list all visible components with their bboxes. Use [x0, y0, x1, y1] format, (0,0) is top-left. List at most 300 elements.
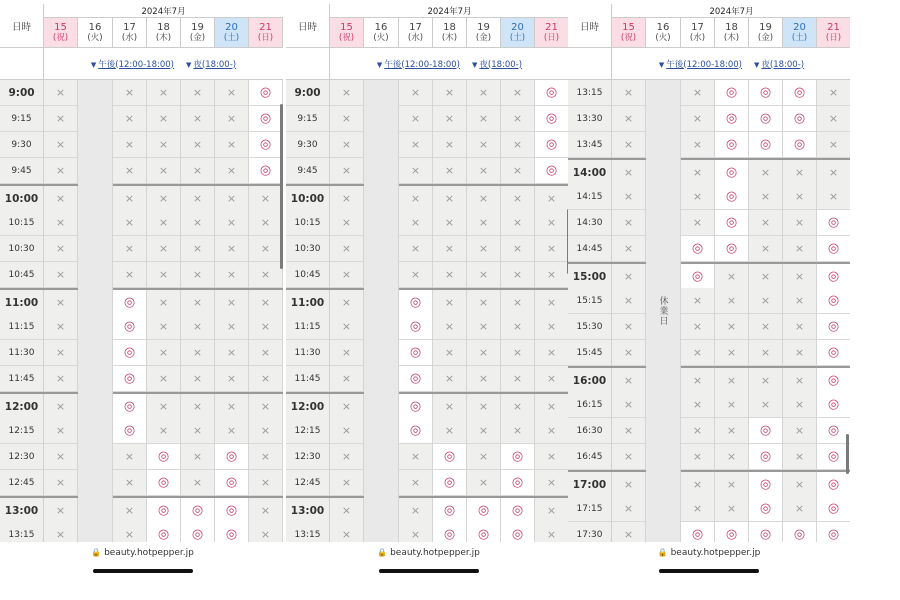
unavailable-slot-icon: ×: [330, 498, 364, 524]
unavailable-slot-icon: ×: [535, 340, 569, 366]
available-slot-icon[interactable]: ◎: [817, 236, 850, 262]
unavailable-slot-icon: ×: [181, 210, 215, 236]
time-label: 15:00: [568, 264, 612, 290]
time-row: [286, 366, 569, 392]
unavailable-slot-icon: ×: [783, 496, 817, 522]
unavailable-slot-icon: ×: [147, 394, 181, 420]
time-label: 12:30: [286, 444, 330, 470]
time-row: [286, 444, 569, 470]
day-weekday: (祝): [620, 32, 637, 43]
unavailable-slot-icon: ×: [113, 106, 147, 132]
time-label: 17:15: [568, 496, 612, 522]
unavailable-slot-icon: ×: [147, 340, 181, 366]
available-slot-icon[interactable]: ◎: [113, 340, 147, 366]
available-slot-icon[interactable]: ◎: [215, 498, 249, 524]
unavailable-slot-icon: ×: [467, 210, 501, 236]
unavailable-slot-icon: ×: [330, 340, 364, 366]
unavailable-slot-icon: ×: [467, 290, 501, 316]
available-slot-icon[interactable]: ◎: [399, 290, 433, 316]
day-number: 18: [157, 21, 170, 33]
unavailable-slot-icon: ×: [147, 290, 181, 316]
available-slot-icon[interactable]: ◎: [215, 470, 249, 496]
unavailable-slot-icon: ×: [399, 186, 433, 212]
unavailable-slot-icon: ×: [783, 368, 817, 394]
unavailable-slot-icon: ×: [612, 236, 646, 262]
unavailable-slot-icon: ×: [467, 262, 501, 288]
unavailable-slot-icon: ×: [215, 236, 249, 262]
unavailable-slot-icon: ×: [612, 210, 646, 236]
available-slot-icon[interactable]: ◎: [113, 290, 147, 316]
unavailable-slot-icon: ×: [181, 314, 215, 340]
unavailable-slot-icon: ×: [501, 290, 535, 316]
browser-footer: [0, 542, 285, 580]
afternoon-link-label[interactable]: 午後(12:00-18:00): [384, 59, 460, 70]
available-slot-icon[interactable]: ◎: [535, 106, 569, 132]
time-label: 17:00: [568, 472, 612, 498]
available-slot-icon[interactable]: ◎: [817, 368, 850, 394]
unavailable-slot-icon: ×: [44, 444, 78, 470]
night-link-label[interactable]: 夜(18:00-): [479, 59, 523, 70]
unavailable-slot-icon: ×: [783, 288, 817, 314]
day-header-18: [433, 18, 467, 48]
day-number: 19: [477, 21, 490, 33]
unavailable-slot-icon: ×: [330, 236, 364, 262]
available-slot-icon[interactable]: ◎: [817, 472, 850, 498]
unavailable-slot-icon: ×: [44, 210, 78, 236]
time-label: 9:00: [0, 80, 44, 106]
unavailable-slot-icon: ×: [535, 236, 569, 262]
time-row: [286, 262, 569, 288]
unavailable-slot-icon: ×: [681, 210, 715, 236]
available-slot-icon[interactable]: ◎: [817, 210, 850, 236]
night-link[interactable]: [754, 58, 804, 70]
available-slot-icon[interactable]: ◎: [399, 314, 433, 340]
day-weekday: (祝): [52, 32, 69, 43]
night-link-label[interactable]: 夜(18:00-): [193, 59, 237, 70]
available-slot-icon[interactable]: ◎: [715, 236, 749, 262]
available-slot-icon[interactable]: ◎: [501, 498, 535, 524]
unavailable-slot-icon: ×: [681, 496, 715, 522]
time-row: [0, 288, 283, 316]
available-slot-icon[interactable]: ◎: [147, 444, 181, 470]
available-slot-icon[interactable]: ◎: [749, 444, 783, 470]
available-slot-icon[interactable]: ◎: [749, 80, 783, 106]
available-slot-icon[interactable]: ◎: [715, 160, 749, 186]
available-slot-icon[interactable]: ◎: [399, 366, 433, 392]
time-label: 12:45: [0, 470, 44, 496]
unavailable-slot-icon: ×: [467, 366, 501, 392]
unavailable-slot-icon: ×: [330, 106, 364, 132]
unavailable-slot-icon: ×: [44, 290, 78, 316]
afternoon-link-label[interactable]: 午後(12:00-18:00): [98, 59, 174, 70]
unavailable-slot-icon: ×: [181, 394, 215, 420]
unavailable-slot-icon: ×: [249, 340, 283, 366]
available-slot-icon[interactable]: ◎: [147, 522, 181, 542]
available-slot-icon[interactable]: ◎: [783, 522, 817, 542]
unavailable-slot-icon: ×: [147, 132, 181, 158]
available-slot-icon[interactable]: ◎: [181, 498, 215, 524]
afternoon-link[interactable]: [659, 58, 742, 70]
available-slot-icon[interactable]: ◎: [249, 158, 283, 184]
unavailable-slot-icon: ×: [113, 158, 147, 184]
time-label: 13:30: [568, 106, 612, 132]
time-row: [0, 444, 283, 470]
unavailable-slot-icon: ×: [681, 132, 715, 158]
unavailable-slot-icon: ×: [681, 80, 715, 106]
available-slot-icon[interactable]: ◎: [399, 418, 433, 444]
day-number: 20: [793, 21, 806, 33]
day-header-21: [817, 18, 850, 48]
unavailable-slot-icon: ×: [44, 394, 78, 420]
available-slot-icon[interactable]: ◎: [715, 522, 749, 542]
time-label: 13:45: [568, 132, 612, 158]
time-row: [286, 184, 569, 212]
day-number: 16: [88, 21, 102, 33]
time-row: [568, 392, 850, 418]
unavailable-slot-icon: ×: [817, 106, 850, 132]
time-label: 11:00: [286, 290, 330, 316]
unavailable-slot-icon: ×: [783, 392, 817, 418]
url-bar[interactable]: [568, 548, 850, 558]
time-row: [0, 158, 283, 184]
day-number: 17: [409, 21, 422, 33]
unavailable-slot-icon: ×: [330, 522, 364, 542]
day-number: 17: [123, 21, 136, 33]
unavailable-slot-icon: ×: [501, 262, 535, 288]
home-indicator[interactable]: [659, 569, 759, 573]
unavailable-slot-icon: ×: [399, 106, 433, 132]
unavailable-slot-icon: ×: [612, 496, 646, 522]
time-row: [568, 132, 850, 158]
triangle-down-icon: ▼: [472, 60, 478, 69]
afternoon-link[interactable]: [91, 58, 174, 70]
unavailable-slot-icon: ×: [783, 472, 817, 498]
unavailable-slot-icon: ×: [399, 132, 433, 158]
unavailable-slot-icon: ×: [749, 160, 783, 186]
available-slot-icon[interactable]: ◎: [113, 418, 147, 444]
unavailable-slot-icon: ×: [181, 158, 215, 184]
unavailable-slot-icon: ×: [783, 264, 817, 290]
scrollbar[interactable]: [846, 434, 849, 474]
unavailable-slot-icon: ×: [817, 184, 850, 210]
time-row: [286, 288, 569, 316]
unavailable-slot-icon: ×: [501, 314, 535, 340]
unavailable-slot-icon: ×: [113, 522, 147, 542]
time-row: [568, 106, 850, 132]
unavailable-slot-icon: ×: [147, 262, 181, 288]
available-slot-icon[interactable]: ◎: [501, 522, 535, 542]
available-slot-icon[interactable]: ◎: [783, 106, 817, 132]
time-label: 14:45: [568, 236, 612, 262]
available-slot-icon[interactable]: ◎: [147, 498, 181, 524]
unavailable-slot-icon: ×: [215, 80, 249, 106]
available-slot-icon[interactable]: ◎: [817, 340, 850, 366]
available-slot-icon[interactable]: ◎: [433, 470, 467, 496]
unavailable-slot-icon: ×: [399, 236, 433, 262]
night-link[interactable]: [472, 58, 522, 70]
unavailable-slot-icon: ×: [249, 394, 283, 420]
available-slot-icon[interactable]: ◎: [817, 444, 850, 470]
unavailable-slot-icon: ×: [147, 366, 181, 392]
available-slot-icon[interactable]: ◎: [113, 314, 147, 340]
time-row: [0, 418, 283, 444]
home-indicator[interactable]: [93, 569, 193, 573]
time-row: [0, 340, 283, 366]
time-label: 13:15: [568, 80, 612, 106]
day-header-21: [535, 18, 569, 48]
time-row: [568, 158, 850, 186]
unavailable-slot-icon: ×: [715, 496, 749, 522]
available-slot-icon[interactable]: ◎: [181, 522, 215, 542]
available-slot-icon[interactable]: ◎: [535, 132, 569, 158]
time-label: 17:30: [568, 522, 612, 542]
available-slot-icon[interactable]: ◎: [501, 444, 535, 470]
time-label: 9:00: [286, 80, 330, 106]
available-slot-icon[interactable]: ◎: [749, 106, 783, 132]
time-label: 14:30: [568, 210, 612, 236]
unavailable-slot-icon: ×: [749, 288, 783, 314]
url-text: beauty.hotpepper.jp: [390, 548, 480, 558]
unavailable-slot-icon: ×: [330, 366, 364, 392]
url-bar[interactable]: [0, 548, 285, 558]
home-indicator[interactable]: [379, 569, 479, 573]
unavailable-slot-icon: ×: [433, 418, 467, 444]
month-label: 2024年7月: [330, 4, 569, 18]
day-header-20: [215, 18, 249, 48]
unavailable-slot-icon: ×: [612, 314, 646, 340]
unavailable-slot-icon: ×: [113, 132, 147, 158]
time-row: [286, 210, 569, 236]
unavailable-slot-icon: ×: [501, 366, 535, 392]
scrollbar[interactable]: [280, 104, 283, 269]
unavailable-slot-icon: ×: [612, 184, 646, 210]
header-blank: [286, 48, 330, 80]
available-slot-icon[interactable]: ◎: [433, 444, 467, 470]
unavailable-slot-icon: ×: [249, 314, 283, 340]
available-slot-icon[interactable]: ◎: [817, 264, 850, 290]
unavailable-slot-icon: ×: [215, 314, 249, 340]
time-row: [286, 418, 569, 444]
triangle-down-icon: ▼: [376, 60, 383, 69]
unavailable-slot-icon: ×: [181, 444, 215, 470]
unavailable-slot-icon: ×: [501, 158, 535, 184]
afternoon-link-label[interactable]: 午後(12:00-18:00): [666, 59, 742, 70]
unavailable-slot-icon: ×: [330, 394, 364, 420]
available-slot-icon[interactable]: ◎: [147, 470, 181, 496]
schedule-grid: [0, 80, 283, 542]
url-bar[interactable]: [286, 548, 571, 558]
time-label: 15:45: [568, 340, 612, 366]
unavailable-slot-icon: ×: [330, 314, 364, 340]
available-slot-icon[interactable]: ◎: [681, 236, 715, 262]
available-slot-icon[interactable]: ◎: [399, 340, 433, 366]
unavailable-slot-icon: ×: [147, 236, 181, 262]
unavailable-slot-icon: ×: [749, 264, 783, 290]
unavailable-slot-icon: ×: [612, 288, 646, 314]
day-number: 16: [374, 21, 388, 33]
time-label: 10:45: [0, 262, 44, 288]
closed-day-column: [646, 80, 681, 542]
time-row: [0, 262, 283, 288]
unavailable-slot-icon: ×: [215, 340, 249, 366]
day-number: 21: [259, 21, 272, 33]
unavailable-slot-icon: ×: [44, 498, 78, 524]
unavailable-slot-icon: ×: [467, 314, 501, 340]
available-slot-icon[interactable]: ◎: [749, 522, 783, 542]
unavailable-slot-icon: ×: [113, 210, 147, 236]
unavailable-slot-icon: ×: [215, 186, 249, 212]
unavailable-slot-icon: ×: [44, 418, 78, 444]
unavailable-slot-icon: ×: [749, 184, 783, 210]
time-label: 10:30: [0, 236, 44, 262]
schedule-grid: [568, 80, 850, 542]
time-label: 16:45: [568, 444, 612, 470]
time-label: 16:15: [568, 392, 612, 418]
unavailable-slot-icon: ×: [181, 80, 215, 106]
available-slot-icon[interactable]: ◎: [715, 80, 749, 106]
available-slot-icon[interactable]: ◎: [501, 470, 535, 496]
available-slot-icon[interactable]: ◎: [817, 418, 850, 444]
unavailable-slot-icon: ×: [215, 132, 249, 158]
available-slot-icon[interactable]: ◎: [817, 288, 850, 314]
night-link[interactable]: [186, 58, 236, 70]
available-slot-icon[interactable]: ◎: [113, 394, 147, 420]
day-header-21: [249, 18, 283, 48]
time-row: [0, 314, 283, 340]
unavailable-slot-icon: ×: [330, 470, 364, 496]
available-slot-icon[interactable]: ◎: [113, 366, 147, 392]
available-slot-icon[interactable]: ◎: [749, 472, 783, 498]
time-row: [0, 80, 283, 106]
unavailable-slot-icon: ×: [181, 236, 215, 262]
unavailable-slot-icon: ×: [783, 184, 817, 210]
unavailable-slot-icon: ×: [433, 262, 467, 288]
unavailable-slot-icon: ×: [249, 366, 283, 392]
day-header-19: [749, 18, 783, 48]
time-row: [568, 496, 850, 522]
available-slot-icon[interactable]: ◎: [783, 80, 817, 106]
time-filter-links: [44, 48, 283, 80]
available-slot-icon[interactable]: ◎: [215, 522, 249, 542]
day-weekday: (水): [121, 32, 138, 43]
available-slot-icon[interactable]: ◎: [783, 132, 817, 158]
day-weekday: (日): [825, 32, 842, 43]
unavailable-slot-icon: ×: [749, 340, 783, 366]
unavailable-slot-icon: ×: [535, 444, 569, 470]
available-slot-icon[interactable]: ◎: [715, 184, 749, 210]
unavailable-slot-icon: ×: [612, 444, 646, 470]
unavailable-slot-icon: ×: [535, 366, 569, 392]
unavailable-slot-icon: ×: [783, 160, 817, 186]
unavailable-slot-icon: ×: [249, 186, 283, 212]
available-slot-icon[interactable]: ◎: [249, 80, 283, 106]
unavailable-slot-icon: ×: [330, 418, 364, 444]
unavailable-slot-icon: ×: [147, 106, 181, 132]
day-weekday: (土): [791, 32, 808, 43]
unavailable-slot-icon: ×: [501, 236, 535, 262]
unavailable-slot-icon: ×: [501, 106, 535, 132]
time-row: [286, 158, 569, 184]
available-slot-icon[interactable]: ◎: [535, 80, 569, 106]
unavailable-slot-icon: ×: [181, 418, 215, 444]
unavailable-slot-icon: ×: [433, 80, 467, 106]
unavailable-slot-icon: ×: [681, 392, 715, 418]
unavailable-slot-icon: ×: [501, 80, 535, 106]
unavailable-slot-icon: ×: [44, 132, 78, 158]
time-row: [286, 80, 569, 106]
available-slot-icon[interactable]: ◎: [715, 210, 749, 236]
available-slot-icon[interactable]: ◎: [215, 444, 249, 470]
day-weekday: (金): [189, 32, 206, 43]
header-blank: [568, 48, 612, 80]
time-label: 10:00: [286, 186, 330, 212]
available-slot-icon[interactable]: ◎: [467, 522, 501, 542]
time-row: [286, 392, 569, 420]
available-slot-icon[interactable]: ◎: [749, 418, 783, 444]
unavailable-slot-icon: ×: [399, 80, 433, 106]
unavailable-slot-icon: ×: [501, 210, 535, 236]
available-slot-icon[interactable]: ◎: [249, 132, 283, 158]
available-slot-icon[interactable]: ◎: [817, 496, 850, 522]
unavailable-slot-icon: ×: [783, 340, 817, 366]
unavailable-slot-icon: ×: [399, 470, 433, 496]
unavailable-slot-icon: ×: [612, 132, 646, 158]
unavailable-slot-icon: ×: [181, 290, 215, 316]
unavailable-slot-icon: ×: [433, 210, 467, 236]
available-slot-icon[interactable]: ◎: [399, 394, 433, 420]
triangle-down-icon: ▼: [658, 60, 665, 69]
available-slot-icon[interactable]: ◎: [749, 132, 783, 158]
available-slot-icon[interactable]: ◎: [433, 522, 467, 542]
url-text: beauty.hotpepper.jp: [670, 548, 761, 558]
date-column-header: 日時: [286, 4, 330, 48]
afternoon-link[interactable]: [377, 58, 460, 70]
day-number: 15: [54, 21, 67, 33]
unavailable-slot-icon: ×: [330, 80, 364, 106]
unavailable-slot-icon: ×: [330, 290, 364, 316]
unavailable-slot-icon: ×: [749, 314, 783, 340]
day-weekday: (火): [87, 32, 103, 43]
day-header-16: [78, 18, 113, 48]
time-label: 12:00: [286, 394, 330, 420]
night-link-label[interactable]: 夜(18:00-): [761, 59, 805, 70]
available-slot-icon[interactable]: ◎: [715, 106, 749, 132]
url-text: beauty.hotpepper.jp: [104, 548, 194, 558]
available-slot-icon[interactable]: ◎: [715, 132, 749, 158]
available-slot-icon[interactable]: ◎: [749, 496, 783, 522]
time-label: 11:45: [0, 366, 44, 392]
day-number: 21: [827, 21, 840, 33]
triangle-down-icon: ▼: [754, 60, 760, 69]
available-slot-icon[interactable]: ◎: [467, 498, 501, 524]
available-slot-icon[interactable]: ◎: [433, 498, 467, 524]
unavailable-slot-icon: ×: [399, 262, 433, 288]
available-slot-icon[interactable]: ◎: [817, 522, 850, 542]
day-number: 20: [225, 21, 238, 33]
time-label: 12:00: [0, 394, 44, 420]
available-slot-icon[interactable]: ◎: [817, 314, 850, 340]
unavailable-slot-icon: ×: [612, 522, 646, 542]
available-slot-icon[interactable]: ◎: [535, 158, 569, 184]
available-slot-icon[interactable]: ◎: [817, 392, 850, 418]
time-row: [568, 418, 850, 444]
unavailable-slot-icon: ×: [467, 106, 501, 132]
available-slot-icon[interactable]: ◎: [681, 522, 715, 542]
time-row: [568, 210, 850, 236]
schedule-panel-3: [568, 4, 850, 580]
available-slot-icon[interactable]: ◎: [681, 264, 715, 290]
available-slot-icon[interactable]: ◎: [249, 106, 283, 132]
